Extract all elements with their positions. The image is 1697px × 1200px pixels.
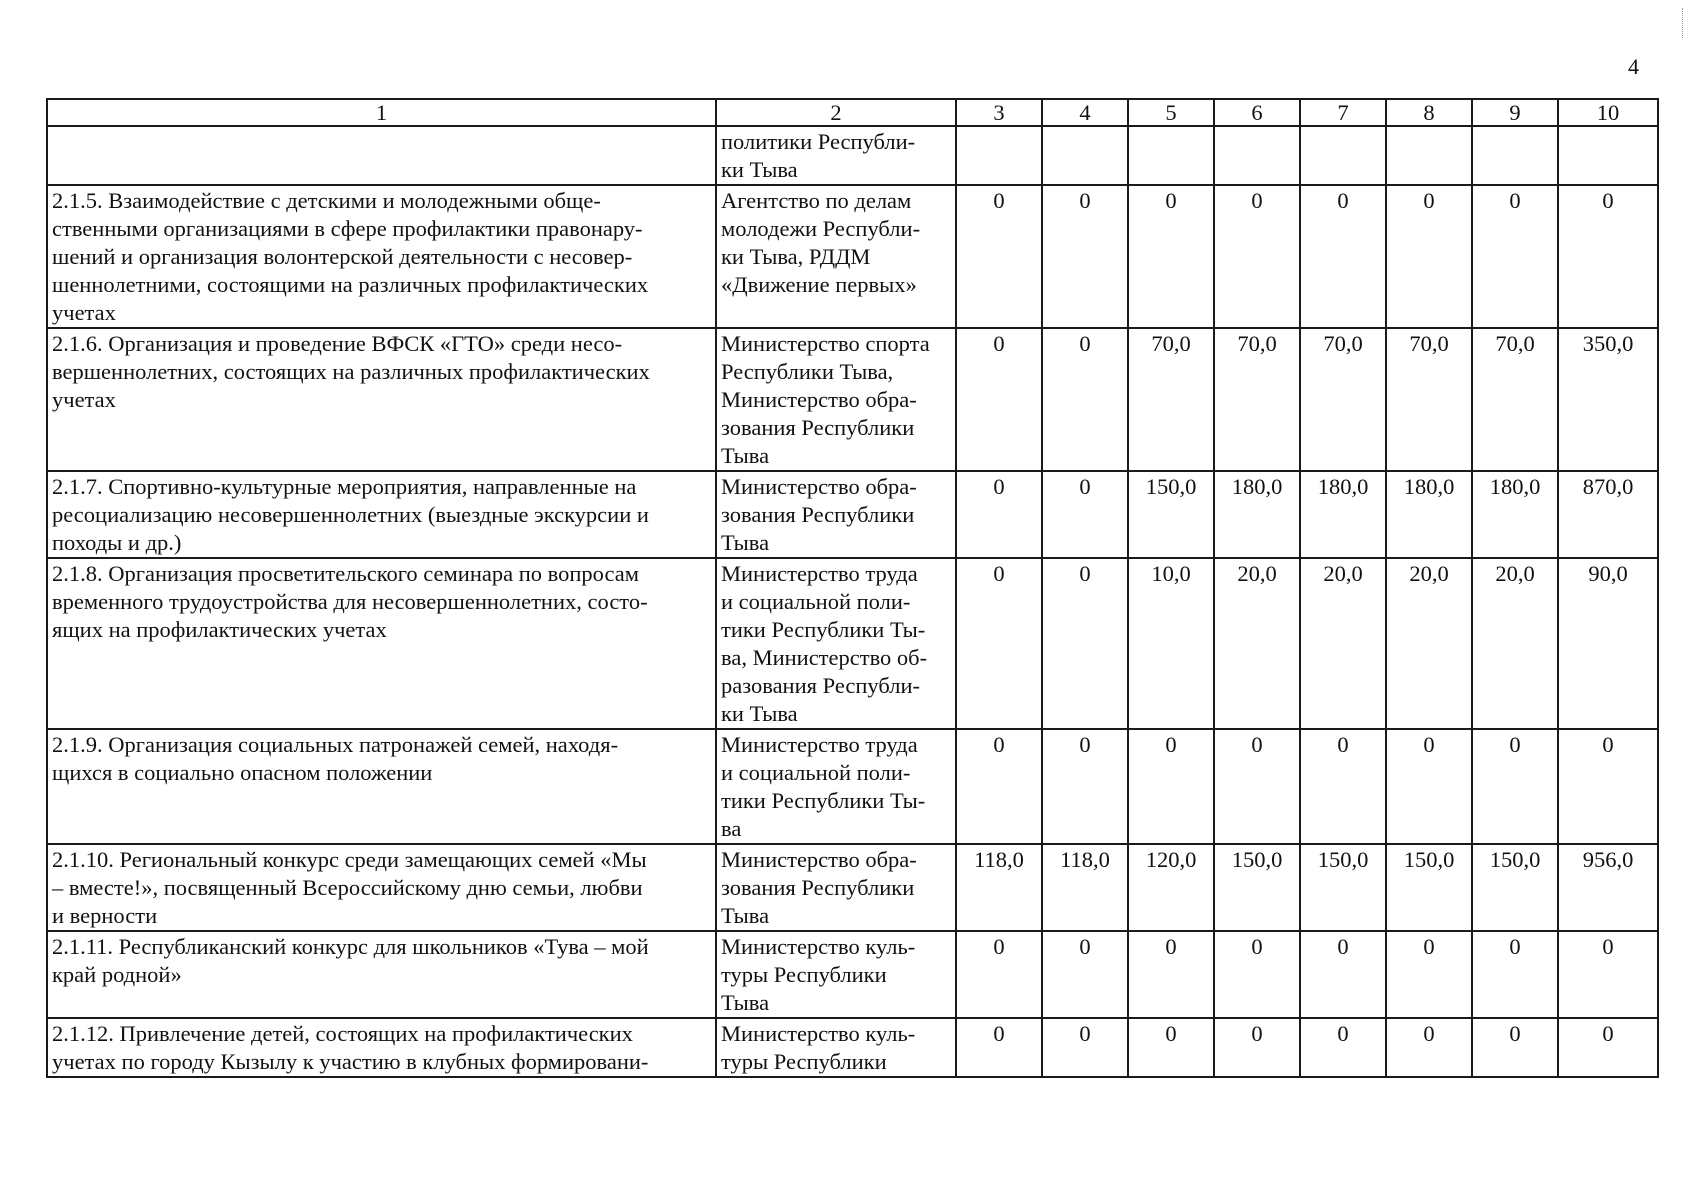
value-cell-col-5: 120,0 [1128,844,1214,931]
executor-text: Министерство труда и социальной поли- тики Республики Ты- ва [721,732,926,841]
column-header-5: 5 [1128,99,1214,126]
value-cell-col-7: 0 [1300,185,1386,328]
measure-cell [47,729,716,844]
measure-cell [47,1018,716,1077]
executor-cell [716,328,956,471]
measure-text: 2.1.11. Республиканский конкурс для школьников «Тува – мой край родной» [52,934,649,987]
column-header-9: 9 [1472,99,1558,126]
value-cell-col-4: 0 [1042,185,1128,328]
executor-text: Агентство по делам молодежи Республи- ки Тыва, РДДМ «Движение первых» [721,188,921,297]
value-cell-col-3 [956,126,1042,185]
value-cell-col-3: 0 [956,1018,1042,1077]
executor-cell [716,126,956,185]
measure-text: 2.1.8. Организация просветительского семинара по вопросам временного трудоустройства для несовершеннолетних, состо- ящих на профилактических учетах [52,561,648,642]
value-cell-col-5: 10,0 [1128,558,1214,729]
value-cell-col-3: 0 [956,328,1042,471]
value-cell-col-6: 150,0 [1214,844,1300,931]
measure-cell [47,185,716,328]
value-cell-col-4: 0 [1042,471,1128,558]
executor-cell [716,558,956,729]
value-cell-col-4: 0 [1042,558,1128,729]
column-header-4: 4 [1042,99,1128,126]
column-header-2: 2 [716,99,956,126]
value-cell-col-6: 70,0 [1214,328,1300,471]
executor-cell [716,931,956,1018]
value-cell-col-9: 0 [1472,729,1558,844]
value-cell-col-10: 870,0 [1558,471,1658,558]
table-header-row [47,99,1658,126]
value-cell-col-5: 0 [1128,931,1214,1018]
measure-text: 2.1.7. Спортивно-культурные мероприятия, направленные на ресоциализацию несовершеннолетних (выездные экскурсии и походы и др.) [52,474,649,555]
value-cell-col-8: 180,0 [1386,471,1472,558]
value-cell-col-7: 150,0 [1300,844,1386,931]
value-cell-col-10: 0 [1558,729,1658,844]
executor-text: Министерство обра- зования Республики Тыва [721,474,917,555]
executor-cell [716,729,956,844]
value-cell-col-8: 0 [1386,1018,1472,1077]
measure-cell [47,844,716,931]
value-cell-col-8: 0 [1386,729,1472,844]
value-cell-col-9: 0 [1472,931,1558,1018]
value-cell-col-9: 180,0 [1472,471,1558,558]
executor-cell [716,844,956,931]
measure-cell [47,328,716,471]
value-cell-col-9 [1472,126,1558,185]
column-header-3: 3 [956,99,1042,126]
value-cell-col-4: 0 [1042,729,1128,844]
measure-text: 2.1.6. Организация и проведение ВФСК «ГТО» среди несо- вершеннолетних, состоящих на различных профилактических учетах [52,331,650,412]
table-row [47,1018,1658,1077]
measure-cell [47,931,716,1018]
value-cell-col-10: 350,0 [1558,328,1658,471]
measure-cell [47,471,716,558]
value-cell-col-5: 0 [1128,729,1214,844]
value-cell-col-8: 0 [1386,931,1472,1018]
value-cell-col-8: 150,0 [1386,844,1472,931]
value-cell-col-10: 90,0 [1558,558,1658,729]
executor-text: Министерство труда и социальной поли- тики Республики Ты- ва, Министерство об- разования Республи- ки Тыва [721,561,928,726]
value-cell-col-8 [1386,126,1472,185]
value-cell-col-4: 0 [1042,328,1128,471]
value-cell-col-3: 0 [956,931,1042,1018]
value-cell-col-9: 150,0 [1472,844,1558,931]
value-cell-col-5 [1128,126,1214,185]
value-cell-col-6: 20,0 [1214,558,1300,729]
executor-text: Министерство спорта Республики Тыва, Министерство обра- зования Республики Тыва [721,331,930,468]
column-header-8: 8 [1386,99,1472,126]
value-cell-col-8: 70,0 [1386,328,1472,471]
value-cell-col-9: 20,0 [1472,558,1558,729]
executor-text: Министерство куль- туры Республики Тыва [721,934,916,1015]
executor-text: политики Республи- ки Тыва [721,129,916,182]
value-cell-col-7: 70,0 [1300,328,1386,471]
table-row [47,558,1658,729]
value-cell-col-5: 70,0 [1128,328,1214,471]
value-cell-col-8: 0 [1386,185,1472,328]
executor-text: Министерство обра- зования Республики Тыва [721,847,917,928]
table-row [47,126,1658,185]
value-cell-col-6: 0 [1214,729,1300,844]
value-cell-col-6: 0 [1214,185,1300,328]
table-row [47,729,1658,844]
value-cell-col-3: 0 [956,471,1042,558]
value-cell-col-5: 150,0 [1128,471,1214,558]
value-cell-col-5: 0 [1128,185,1214,328]
measure-text: 2.1.9. Организация социальных патронажей семей, находя- щихся в социально опасном положении [52,732,619,785]
measure-text: 2.1.10. Региональный конкурс среди замещающих семей «Мы – вместе!», посвященный Всероссийскому дню семьи, любви и верности [52,847,647,928]
value-cell-col-4: 118,0 [1042,844,1128,931]
executor-cell [716,1018,956,1077]
value-cell-col-5: 0 [1128,1018,1214,1077]
value-cell-col-3: 0 [956,185,1042,328]
value-cell-col-3: 0 [956,729,1042,844]
value-cell-col-8: 20,0 [1386,558,1472,729]
value-cell-col-4: 0 [1042,1018,1128,1077]
value-cell-col-6 [1214,126,1300,185]
table-row [47,844,1658,931]
value-cell-col-9: 0 [1472,185,1558,328]
value-cell-col-7: 0 [1300,1018,1386,1077]
executor-cell [716,471,956,558]
table-body [47,126,1658,1077]
executor-text: Министерство куль- туры Республики [721,1021,916,1074]
table-row [47,328,1658,471]
value-cell-col-9: 0 [1472,1018,1558,1077]
measure-text: 2.1.5. Взаимодействие с детскими и молодежными обще- ственными организациями в сфере профилактики правонару- шений и организация волонтерской деятельности с несовер- шеннолетними, состоящими на различных профилактических учетах [52,188,649,325]
value-cell-col-9: 70,0 [1472,328,1558,471]
value-cell-col-7 [1300,126,1386,185]
column-header-7: 7 [1300,99,1386,126]
scan-artifact [1682,8,1691,38]
column-header-6: 6 [1214,99,1300,126]
value-cell-col-3: 0 [956,558,1042,729]
value-cell-col-6: 0 [1214,931,1300,1018]
value-cell-col-7: 20,0 [1300,558,1386,729]
column-header-10: 10 [1558,99,1658,126]
program-measures-table [46,98,1659,1078]
table-row [47,931,1658,1018]
executor-cell [716,185,956,328]
column-header-1: 1 [47,99,716,126]
value-cell-col-7: 0 [1300,931,1386,1018]
value-cell-col-6: 0 [1214,1018,1300,1077]
value-cell-col-10 [1558,126,1658,185]
value-cell-col-4: 0 [1042,931,1128,1018]
page-number: 4 [1628,54,1639,79]
value-cell-col-10: 0 [1558,185,1658,328]
value-cell-col-4 [1042,126,1128,185]
measure-text: 2.1.12. Привлечение детей, состоящих на профилактических учетах по городу Кызылу к участию в клубных формировани- [52,1021,649,1074]
value-cell-col-7: 180,0 [1300,471,1386,558]
measure-cell [47,558,716,729]
value-cell-col-3: 118,0 [956,844,1042,931]
value-cell-col-10: 0 [1558,931,1658,1018]
value-cell-col-10: 0 [1558,1018,1658,1077]
value-cell-col-7: 0 [1300,729,1386,844]
value-cell-col-6: 180,0 [1214,471,1300,558]
measure-cell [47,126,716,185]
table-row [47,185,1658,328]
table-row [47,471,1658,558]
value-cell-col-10: 956,0 [1558,844,1658,931]
